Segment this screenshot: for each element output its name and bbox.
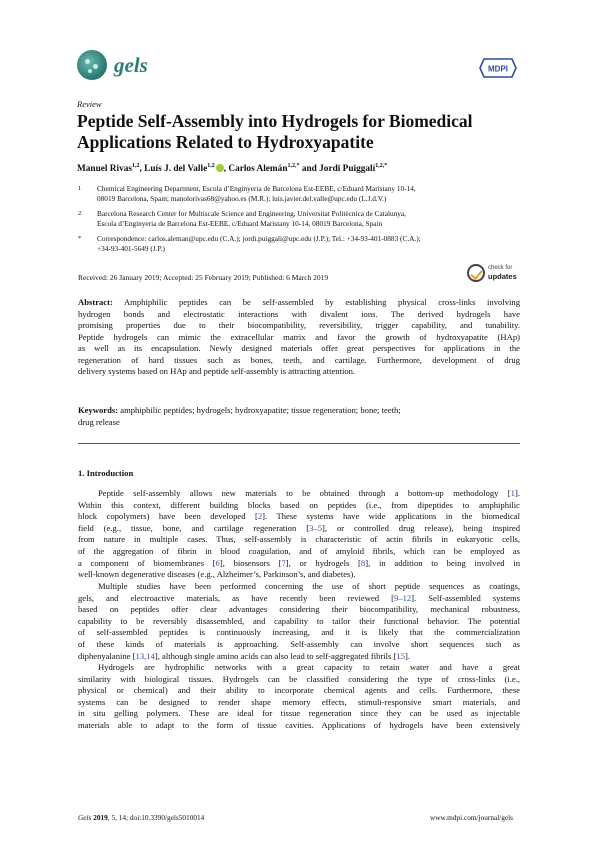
journal-logo-icon xyxy=(77,50,107,80)
keywords-label: Keywords: xyxy=(78,405,119,415)
body-line: Within this context, different building blocks based on peptides (i.e., from dipeptides to amphiphilic xyxy=(78,499,520,510)
citation-link[interactable]: 15 xyxy=(396,650,405,661)
journal-url[interactable]: www.mdpi.com/journal/gels xyxy=(430,813,514,822)
body-line: materials able to adapt to the form of tissue cavities. Applications of hydrogels have been extensively xyxy=(78,719,520,730)
body-line: field (e.g., tissue, bone, and cartilage regeneration [3–5], or controlled drug release), being inspired xyxy=(78,522,520,533)
body-line: systems can be designed to render shape memory effects, stimuli-responsive smart materials, and xyxy=(78,696,520,707)
correspondence-text xyxy=(97,234,522,254)
body-line: based on peptides offer clear advantages considering their biocompatibility, mechanical robustness, xyxy=(78,604,520,615)
orcid-icon[interactable] xyxy=(216,164,224,172)
keywords-line: amphiphilic peptides; hydrogels; hydroxyapatite; tissue regeneration; bone; teeth; xyxy=(118,405,401,415)
body-line: of these kinds of materials is approaching. Self-assembly can involve short sequences such as xyxy=(78,638,520,649)
abstract-line: Amphiphilic peptides can be self-assembled by establishing physical cross-links involving xyxy=(112,297,520,307)
article-title xyxy=(77,111,527,153)
author-affiliation-mark: 1,2,* xyxy=(375,163,388,169)
citation-year: 2019 xyxy=(93,813,108,822)
publication-dates: Received: 26 January 2019; Accepted: 25 February 2019; Published: 6 March 2019 xyxy=(78,273,329,282)
check-updates-label: updates xyxy=(488,272,517,281)
body-line: from nature in multiple cases. Thus, self-assembly is characteristic of actin fibrils in eukaryotic cells, xyxy=(78,534,520,545)
section-divider xyxy=(78,443,520,444)
citation-link[interactable]: 8 xyxy=(360,557,366,568)
affiliation-line: Barcelona Research Center for Multiscale Science and Engineering, Universitat Politècnica de Catalunya, xyxy=(97,209,406,218)
body-paragraph xyxy=(78,488,520,581)
mdpi-logo-text: MDPI xyxy=(488,64,508,74)
citation-link[interactable]: 1 xyxy=(510,488,515,498)
affiliation-line: 08019 Barcelona, Spain; manolorivas68@yahoo.es (M.R.); luis.javier.del.valle@upc.edu (L.J.d.V.) xyxy=(97,194,387,204)
body-line: well-known degenerative diseases (e.g., Alzheimer’s, Parkinson’s, and diabetes). xyxy=(78,569,356,580)
author-separator: , xyxy=(139,164,145,175)
affiliation xyxy=(78,184,528,205)
citation-link[interactable]: 6 xyxy=(215,557,220,568)
body-paragraph xyxy=(78,662,520,732)
citation-link[interactable]: 9–12 xyxy=(393,592,412,603)
correspondence-line: Correspondence: carlos.aleman@upc.edu (C.A.); jordi.puiggali@upc.edu (J.P.); Tel.: +34-93-401-0883 (C.A.); xyxy=(97,234,421,243)
citation-journal: Gels xyxy=(78,813,92,822)
check-updates-label: check for xyxy=(488,265,513,271)
author-affiliation-mark: 1,2 xyxy=(207,163,215,169)
abstract-line: promising properties due to their biocompatibility, reversibility, trigger capability, and tunability. xyxy=(78,320,520,331)
body-line: in situ gelling polymers. These are ideal for tissue regeneration since they can be used as injectable xyxy=(78,708,520,719)
author-name: Manuel Rivas xyxy=(77,164,133,175)
author-name: Jordi Puiggalí xyxy=(319,164,376,175)
body-line: capability to be reversibly disassembled, and capability to tailor their functional behavior. The potential xyxy=(78,615,520,626)
body-line: diphenyalanine [13,14], although single amino acids can also lead to self-aggregated fibrils [15]. xyxy=(78,650,411,661)
citation-link[interactable]: 2 xyxy=(257,511,263,522)
abstract-line: regeneration of hard tissues such as bones, teeth, and cartilage. Furthermore, development of drug xyxy=(78,354,520,365)
body-line: block copolymers) have been developed [2]. These systems have wide applications in the biomedical xyxy=(78,511,520,522)
check-for-updates-badge[interactable] xyxy=(467,264,520,286)
citation-footer xyxy=(78,813,204,822)
affiliation xyxy=(78,209,528,230)
body-line: of the aggregation of fibrin in blood coagulation, and of amyloid fibrils, which can be employed as xyxy=(78,545,520,556)
body-line: a component of biomembranes [6], biosensors [7], or hydrogels [8], in addition to being involved in xyxy=(78,557,520,568)
author-separator: and xyxy=(299,164,320,175)
keywords-line: drug release xyxy=(78,416,120,427)
section-heading: 1. Introduction xyxy=(78,468,134,478)
title-line: Applications Related to Hydroxyapatite xyxy=(77,132,374,152)
correspondence xyxy=(78,234,528,255)
affiliation-text xyxy=(97,184,522,204)
abstract-line: Peptide hydrogels can mimic the extracellular matrix and favor the growth of hydroxyapatite (HAp) xyxy=(78,331,520,342)
abstract-label: Abstract: xyxy=(78,297,113,307)
mdpi-logo-icon xyxy=(479,58,517,78)
affiliation-mark: 2 xyxy=(78,210,82,217)
body-line: Hydrogels are hydrophilic networks with a great capacity to retain water and have a great xyxy=(98,662,520,672)
abstract xyxy=(78,297,520,378)
author-affiliation-mark: 1,2 xyxy=(132,163,140,169)
journal-name: gels xyxy=(114,53,148,77)
body-line: Multiple studies have been performed concerning the use of short peptide sequences as coatings, xyxy=(98,581,520,591)
title-line: Peptide Self-Assembly into Hydrogels for Biomedical xyxy=(77,111,473,131)
citation-link[interactable]: 3–5 xyxy=(309,522,322,533)
author-name: Carlos Alemán xyxy=(228,164,288,175)
body-paragraph xyxy=(78,581,520,662)
affiliation-mark: * xyxy=(78,235,82,242)
citation-details: , 5, 14; doi:10.3390/gels5010014 xyxy=(107,813,205,822)
affiliation-text xyxy=(97,209,522,229)
affiliation-line: Escola d’Enginyeria de Barcelona Est-EEBE, c/Eduard Maristany 10-14, 08019 Barcelona, Spain xyxy=(97,219,383,229)
correspondence-line: +34-93-401-5649 (J.P.) xyxy=(97,244,165,254)
author-name: Luís J. del Valle xyxy=(144,164,208,175)
check-updates-icon xyxy=(467,264,485,282)
body-line: similarity with biological tissues. Hydrogels can be classified considering the type of cross-links (i.e., xyxy=(78,673,520,684)
citation-link[interactable]: 7 xyxy=(281,557,286,568)
article-type: Review xyxy=(77,99,102,109)
body-line: physical or chemical) and their ability to incorporate chemical agents and cells. Furthermore, these xyxy=(78,685,520,696)
abstract-line: hydrogen bonds and electrostatic interactions with divalent ions. The derived hydrogels have xyxy=(78,308,520,319)
keywords xyxy=(78,405,520,428)
author-list xyxy=(77,163,527,174)
body-line: Peptide self-assembly allows new materials to be obtained through a bottom-up methodology [1]. xyxy=(98,488,520,498)
author-separator: , xyxy=(223,164,229,175)
citation-link[interactable]: 13,14 xyxy=(135,650,155,661)
abstract-line: delivery systems based on HAp and peptide self-assembly is attracting attention. xyxy=(78,366,356,377)
body-line: of self-assembled peptides is continuously increasing, and it is likely that the commercialization xyxy=(78,627,520,638)
affiliation-mark: 1 xyxy=(78,185,82,192)
affiliation-line: Chemical Engineering Department, Escola d’Enginyeria de Barcelona Est-EEBE, c/Eduard Maristany 10-14, xyxy=(97,184,416,193)
abstract-line: as well as its encapsulation. Newly designed materials offer great perspectives for applications in the xyxy=(78,343,520,354)
body-line: gels, and electroactive materials, as have recently been reviewed [9–12]. Self-assembled systems xyxy=(78,592,521,603)
author-affiliation-mark: 1,2,* xyxy=(287,163,300,169)
